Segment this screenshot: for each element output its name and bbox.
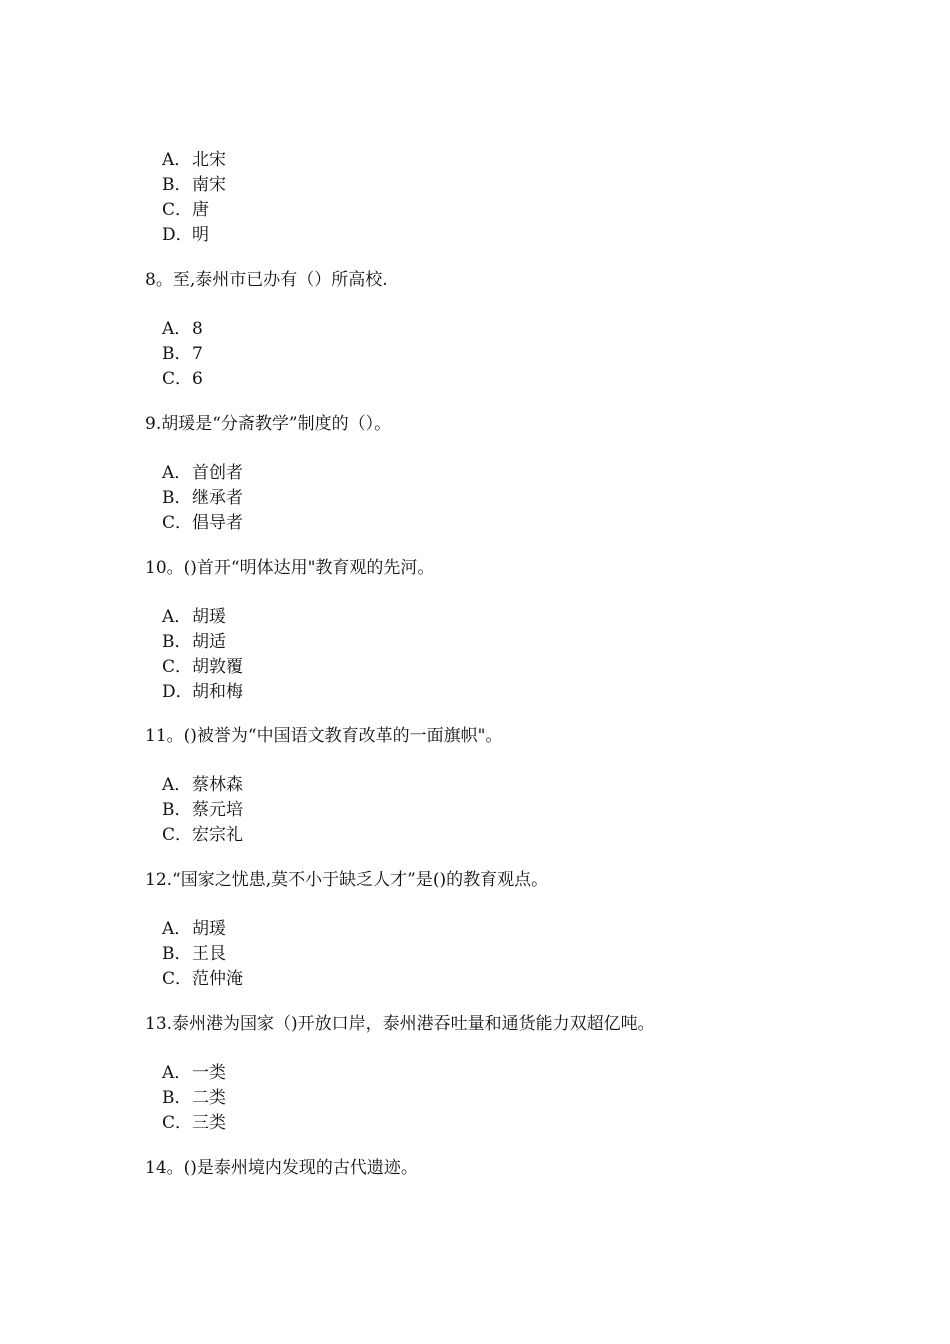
option-b [162,798,243,823]
option-a [162,461,243,486]
option-text: 蔡元培 [192,800,243,820]
option-text: 三类 [192,1113,226,1133]
option-letter: C． [162,369,193,389]
option-d [162,680,243,705]
question-12: 12.“国家之忧患,莫不小于缺乏人才”是()的教育观点。 [145,870,549,890]
option-letter: B． [162,344,192,364]
option-letter: A． [162,607,192,627]
option-b [162,1086,226,1111]
option-letter: B． [162,800,192,820]
question-10: 10。()首开“明体达用"教育观的先河。 [145,558,435,578]
option-letter: B． [162,632,192,652]
option-letter: D． [162,682,193,702]
option-letter: B． [162,175,192,195]
option-list [162,461,243,536]
option-letter: D． [162,225,193,245]
option-text: 继承者 [192,488,243,508]
option-d [162,223,226,248]
option-letter: C． [162,1113,193,1133]
option-letter: C． [162,657,193,677]
option-c [162,1111,226,1136]
option-text: 明 [192,225,209,245]
option-text: 胡瑗 [192,919,226,939]
option-letter: A． [162,775,192,795]
option-letter: B． [162,944,192,964]
option-text: 范仲淹 [192,969,243,989]
option-letter: A． [162,319,192,339]
option-text: 7 [192,344,203,364]
option-letter: C． [162,969,193,989]
option-text: 倡导者 [192,513,243,533]
option-a [162,605,243,630]
option-c [162,367,203,392]
option-letter: A． [162,919,192,939]
option-c [162,198,226,223]
option-list [162,917,243,992]
option-list [162,148,226,248]
option-letter: A． [162,1063,192,1083]
option-text: 蔡林森 [192,775,243,795]
option-text: 宏宗礼 [192,825,243,845]
question-8: 8。至,泰州市已办有（）所高校. [145,270,388,290]
option-a [162,317,203,342]
option-text: 南宋 [192,175,226,195]
question-14: 14。()是泰州境内发现的古代遗迹。 [145,1158,418,1178]
option-text: 一类 [192,1063,226,1083]
option-text: 胡和梅 [192,682,243,702]
option-c [162,823,243,848]
option-c [162,967,243,992]
option-list [162,773,243,848]
option-b [162,942,243,967]
option-text: 8 [192,319,203,339]
option-a [162,148,226,173]
option-letter: C． [162,200,193,220]
option-b [162,630,243,655]
option-letter: C． [162,513,193,533]
option-letter: C． [162,825,193,845]
option-text: 胡适 [192,632,226,652]
question-11: 11。()被誉为“中国语文教育改革的一面旗帜"。 [145,726,503,746]
question-9: 9.胡瑗是“分斋教学”制度的（）。 [145,414,392,434]
option-text: 王艮 [192,944,226,964]
option-letter: B． [162,488,192,508]
option-text: 6 [192,369,203,389]
option-letter: A． [162,150,192,170]
option-a [162,773,243,798]
option-b [162,486,243,511]
option-c [162,511,243,536]
option-letter: B． [162,1088,192,1108]
option-text: 胡敦覆 [192,657,243,677]
option-a [162,917,243,942]
option-b [162,173,226,198]
option-a [162,1061,226,1086]
option-list [162,317,203,392]
option-text: 唐 [192,200,209,220]
option-text: 胡瑗 [192,607,226,627]
option-list [162,605,243,705]
option-text: 首创者 [192,463,243,483]
option-c [162,655,243,680]
option-b [162,342,203,367]
option-text: 北宋 [192,150,226,170]
option-text: 二类 [192,1088,226,1108]
option-list [162,1061,226,1136]
option-letter: A． [162,463,192,483]
question-13: 13.泰州港为国家（)开放口岸，泰州港吞吐量和通货能力双超亿吨。 [145,1014,655,1034]
